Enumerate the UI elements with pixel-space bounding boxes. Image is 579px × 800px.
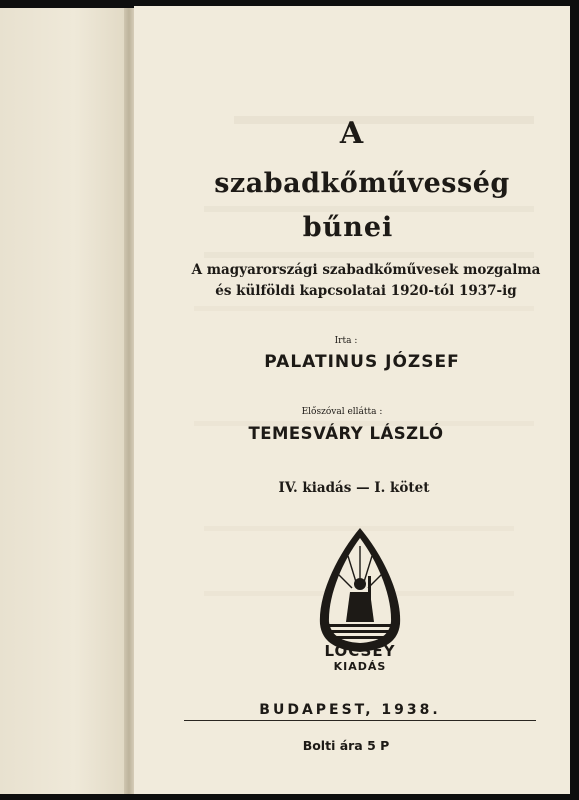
divider-rule <box>184 720 536 721</box>
title-page <box>134 6 570 794</box>
author-prefix: Irta : <box>334 336 358 346</box>
author-name: PALATINUS JÓZSEF <box>264 352 460 372</box>
title-article: A <box>339 116 365 151</box>
place-and-year: BUDAPEST, 1938. <box>259 702 441 718</box>
editor-name: TEMESVÁRY LÁSZLÓ <box>248 424 444 443</box>
logo-text-line-2: KIADÁS <box>333 660 387 673</box>
book-spine <box>124 8 134 794</box>
editor-prefix: Előszóval ellátta : <box>301 407 383 417</box>
title-last-word: bűnei <box>302 212 394 243</box>
subtitle <box>148 260 579 302</box>
publisher-logo <box>312 524 408 686</box>
edition-info: IV. kiadás — I. kötet <box>278 480 430 496</box>
subtitle-line-1: A magyarországi szabadkőművesek mozgalma <box>191 262 541 278</box>
title-main: szabadkőművesség <box>214 168 510 199</box>
price: Bolti ára 5 P <box>302 738 390 753</box>
subtitle-line-2: és külföldi kapcsolatai 1920-tól 1937-ig <box>215 283 517 299</box>
logo-text-line-1: LÖCSEY <box>324 642 396 660</box>
left-page <box>0 8 124 794</box>
